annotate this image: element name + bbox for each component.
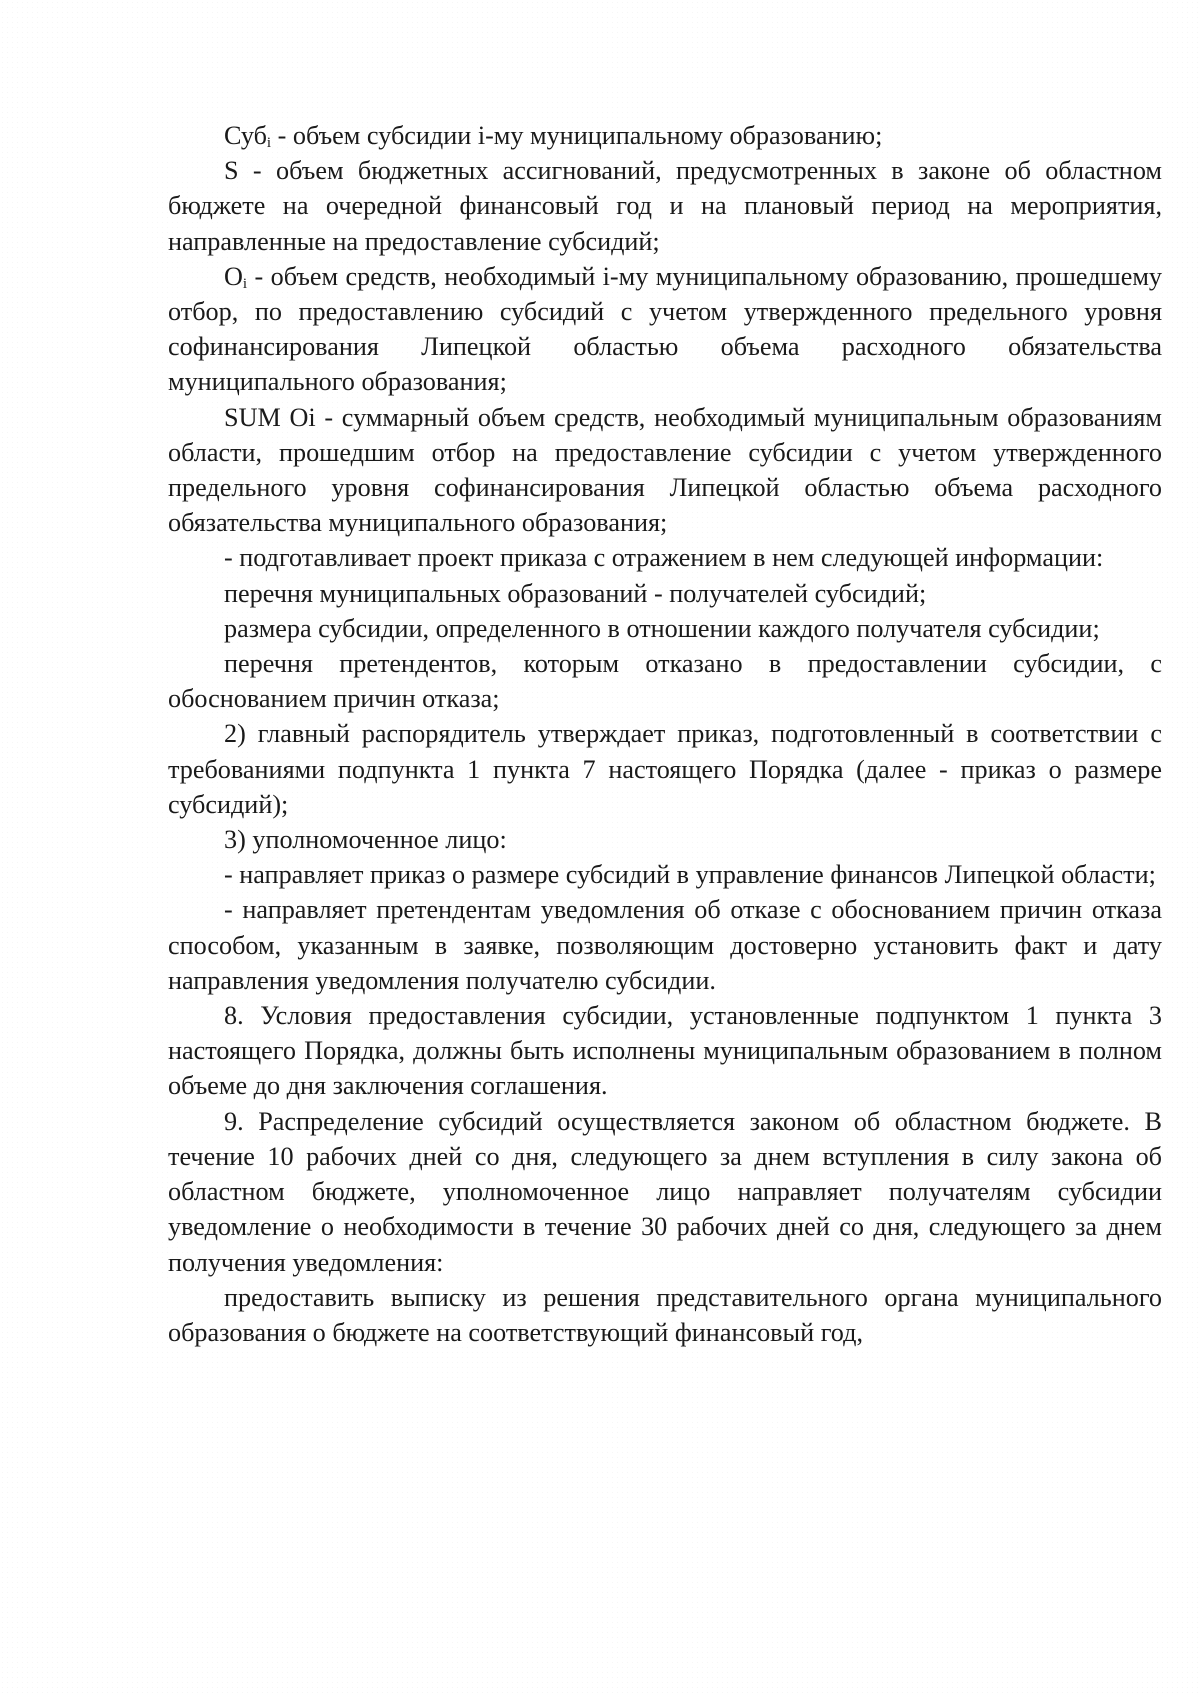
paragraph-item-9: 9. Распределение субсидий осуществляется законом об областном бюджете. В течение 10 рабочих дней со дня, следующего за днем вступления в силу закона об областном бюджете, уполномоченное лицо направляет получателям субсидии уведомление о необходимости в течение 30 рабочих дней со дня, следующего за днем получения уведомления: xyxy=(168,1106,1162,1277)
paragraph-list-refused: перечня претендентов, которым отказано в предоставлении субсидии, с обоснованием причин отказа; xyxy=(168,649,1162,714)
paragraph-list-municipalities: перечня муниципальных образований - получателей субсидий; xyxy=(224,578,927,608)
paragraph-item-8: 8. Условия предоставления субсидии, установленные подпунктом 1 пункта 3 настоящего Порядка, должны быть исполнены муниципальным образованием в полном объеме до дня заключения соглашения. xyxy=(168,1001,1162,1101)
document-body xyxy=(168,118,1162,1350)
paragraph-sends-refusals: - направляет претендентам уведомления об отказе с обоснованием причин отказа способом, указанным в заявке, позволяющим достоверно установить факт и дату направления уведомления получателю субсидии. xyxy=(168,895,1162,995)
paragraph-subsidy-size: размера субсидии, определенного в отношении каждого получателя субсидии; xyxy=(224,613,1100,643)
paragraph-oi-definition: $O_i$ - объем средств, необходимый i-му муниципальному образованию, прошедшему отбор, по предоставлению субсидий с учетом утвержденного предельного уровня софинансирования Липецкой областью объема расходного обязательства муниципального образования; xyxy=(168,261,1162,397)
paragraph-item-2: 2) главный распорядитель утверждает приказ, подготовленный в соответствии с требованиями подпункта 1 пункта 7 настоящего Порядка (далее - приказ о размере субсидий); xyxy=(168,719,1162,819)
paragraph-item-3: 3) уполномоченное лицо: xyxy=(224,825,507,855)
paragraph-s-definition: S - объем бюджетных ассигнований, предусмотренных в законе об областном бюджете на очередной финансовый год и на плановый период на мероприятия, направленные на предоставление субсидий; xyxy=(168,156,1162,256)
paragraph-provide-extract: предоставить выписку из решения представительного органа муниципального образования о бюджете на соответствующий финансовый год, xyxy=(168,1282,1162,1347)
paragraph-subi-definition: Суб$_i$ - объем субсидии i-му муниципальному образованию; xyxy=(224,121,883,151)
paragraph-prepares-order: - подготавливает проект приказа с отражением в нем следующей информации: xyxy=(224,543,1104,573)
paragraph-sends-order: - направляет приказ о размере субсидий в управление финансов Липецкой области; xyxy=(224,860,1156,890)
paragraph-sum-oi-definition: SUM Oi - суммарный объем средств, необходимый муниципальным образованиям области, прошедшим отбор на предоставление субсидии с учетом утвержденного предельного уровня софинансирования Липецкой областью объема расходного обязательства муниципального образования; xyxy=(168,402,1162,538)
